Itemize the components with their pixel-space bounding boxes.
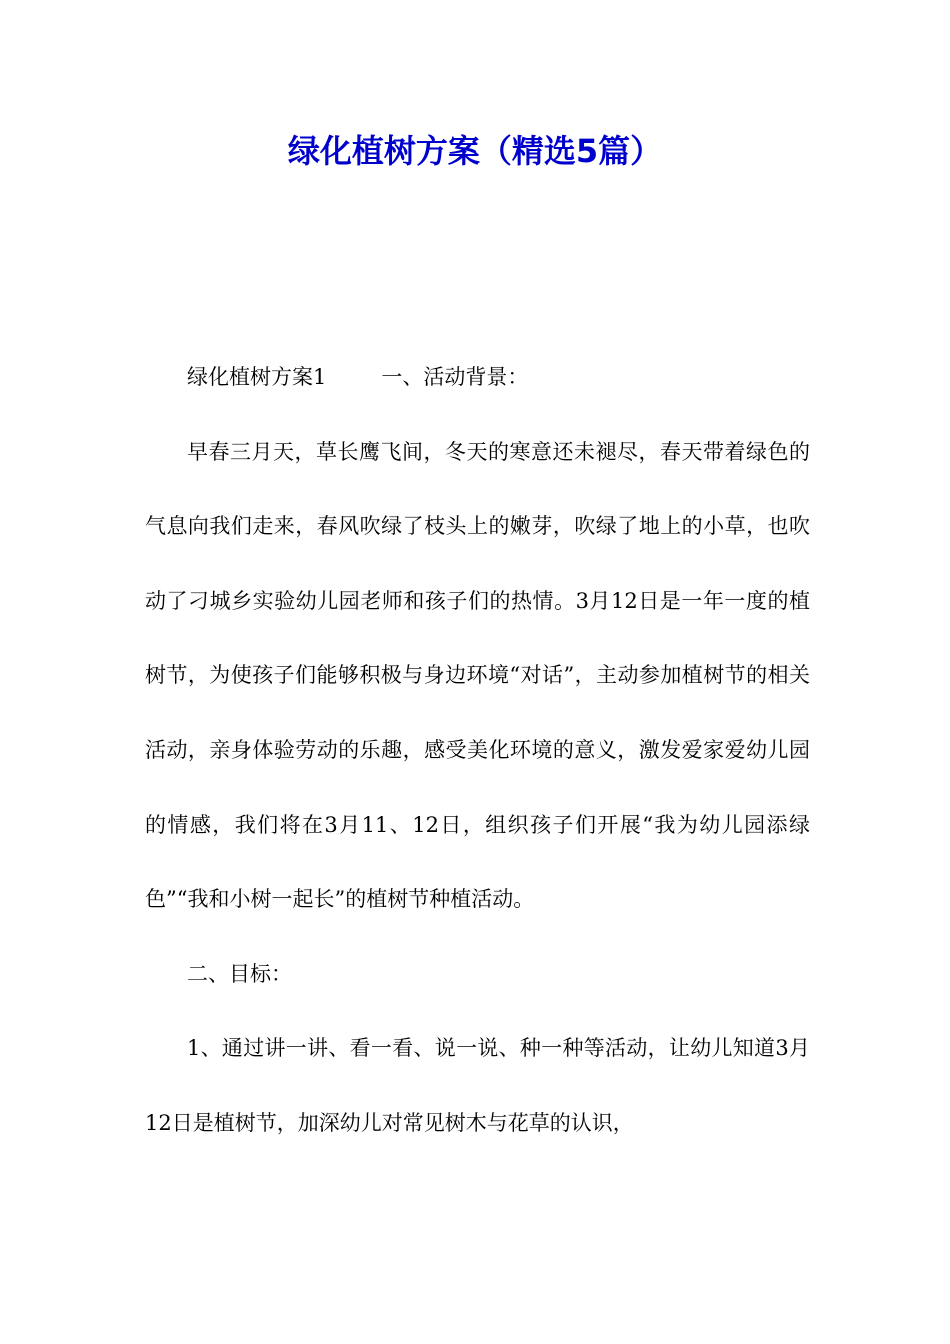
document-title: 绿化植树方案（精选5篇） xyxy=(287,132,663,170)
goal-paragraph-1: 1、通过讲一讲、看一看、说一说、种一种等活动，让幼儿知道3月12日是植树节，加深幼儿对常见树木与花草的认识， xyxy=(145,1036,810,1135)
section-heading-line xyxy=(145,340,810,415)
section-heading: 绿化植树方案1 xyxy=(187,365,327,389)
background-paragraph: 早春三月天，草长鹰飞间，冬天的寒意还未褪尽，春天带着绿色的气息向我们走来，春风吹绿了枝头上的嫩芽，吹绿了地上的小草，也吹动了刁城乡实验幼儿园老师和孩子们的热情。3月12日是一年一度的植树节，为使孩子们能够积极与身边环境“对话”，主动参加植树节的相关活动，亲身体验劳动的乐趣，感受美化环境的意义，激发爱家爱幼儿园的情感，我们将在3月11、12日，组织孩子们开展“我为幼儿园添绿色”“我和小树一起长”的植树节种植活动。 xyxy=(145,439,810,912)
background-heading: 一、活动背景： xyxy=(381,365,529,389)
goals-heading: 二、目标： xyxy=(187,961,292,986)
document-body xyxy=(145,340,810,1161)
